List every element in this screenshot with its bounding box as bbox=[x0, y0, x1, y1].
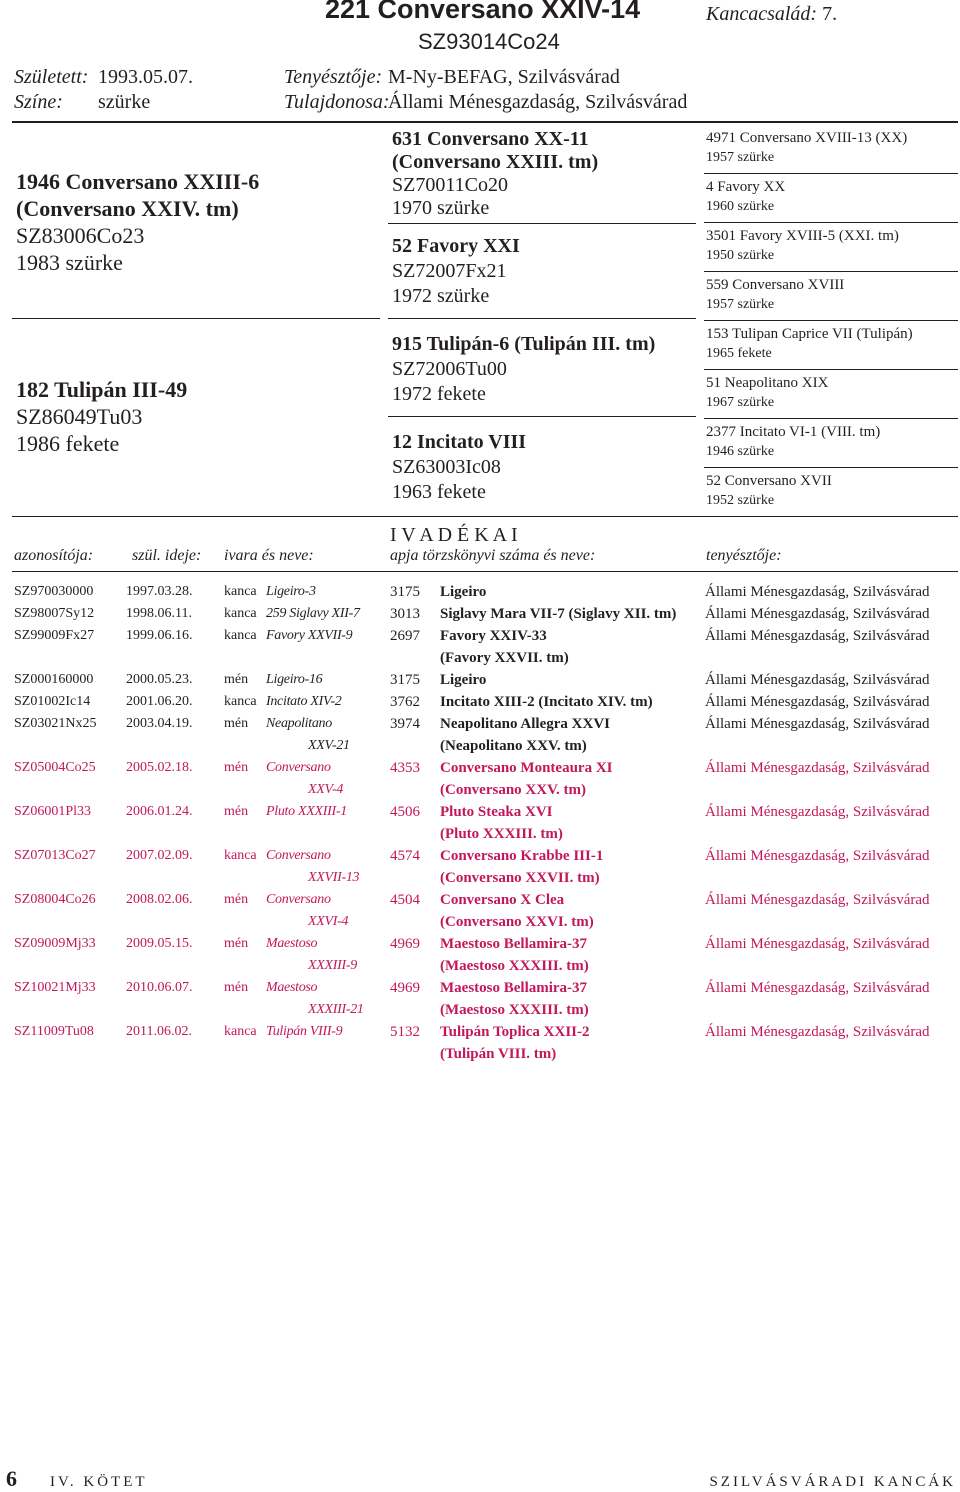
sire-number: 4574 bbox=[390, 848, 420, 864]
sire-name-line2: (Maestoso XXXIII. tm) bbox=[440, 958, 589, 974]
offspring-name-line1: Conversano bbox=[266, 848, 331, 863]
gg-2-year: 1960 szürke bbox=[706, 199, 775, 214]
offspring-breeder: Állami Ménesgazdaság, Szilvásvárad bbox=[705, 980, 930, 996]
gg-8-year: 1952 szürke bbox=[706, 493, 775, 508]
offspring-breeder: Állami Ménesgazdaság, Szilvásvárad bbox=[705, 716, 930, 732]
born-label: Született: bbox=[14, 66, 89, 88]
offspring-id: SZ06001Pl33 bbox=[14, 804, 92, 819]
offspring-name bbox=[266, 581, 390, 603]
offspring-name bbox=[266, 933, 390, 977]
sire-number: 3175 bbox=[390, 584, 420, 600]
sire-name-line1: Pluto Steaka XVI bbox=[440, 804, 553, 820]
sire-name-line1: Neapolitano Allegra XXVI bbox=[440, 716, 610, 732]
offspring-sex: kanca bbox=[224, 584, 257, 599]
offspring-id: SZ03021Nx25 bbox=[14, 716, 97, 731]
offspring-id: SZ000160000 bbox=[14, 672, 94, 687]
sire-number: 5132 bbox=[390, 1024, 420, 1040]
sire-name-line1: Ligeiro bbox=[440, 672, 487, 688]
offspring-breeder: Állami Ménesgazdaság, Szilvásvárad bbox=[705, 848, 930, 864]
ds-code: SZ72006Tu00 bbox=[392, 358, 507, 380]
offspring-id: SZ970030000 bbox=[14, 584, 94, 599]
offspring-id: SZ98007Sy12 bbox=[14, 606, 95, 621]
sire-number: 4353 bbox=[390, 760, 420, 776]
dam-code: SZ86049Tu03 bbox=[16, 404, 143, 429]
sire-name bbox=[440, 691, 705, 713]
sire-name bbox=[440, 933, 705, 977]
table-row bbox=[14, 977, 955, 1021]
col-id-header: azonosítója: bbox=[14, 547, 94, 564]
ds-year: 1972 fekete bbox=[392, 383, 486, 405]
gg-5-year: 1965 fekete bbox=[706, 346, 772, 361]
gg-3 bbox=[706, 227, 899, 265]
offspring-id: SZ10021Mj33 bbox=[14, 980, 96, 995]
offspring-name bbox=[266, 625, 390, 669]
col-born-header: szül. ideje: bbox=[132, 547, 202, 564]
book-title: SZILVÁSVÁRADI KANCÁK bbox=[709, 1474, 956, 1490]
table-row bbox=[14, 1021, 955, 1065]
offspring-name bbox=[266, 845, 390, 889]
col-sex-header: ivara és neve: bbox=[224, 547, 314, 564]
sire-name-line1: Maestoso Bellamira-37 bbox=[440, 936, 588, 952]
gg-1-year: 1957 szürke bbox=[706, 150, 775, 165]
offspring-sex: mén bbox=[224, 716, 249, 731]
header-divider bbox=[12, 121, 958, 123]
pedigree-bottom-divider bbox=[12, 516, 958, 517]
offspring-born: 2001.06.20. bbox=[126, 694, 193, 709]
table-row bbox=[14, 625, 955, 669]
offspring-name-line2: XXXIII-9 bbox=[308, 958, 357, 973]
offspring-id: SZ05004Co25 bbox=[14, 760, 96, 775]
sire-number: 3974 bbox=[390, 716, 420, 732]
sire-name bbox=[440, 603, 705, 625]
offspring-name-line2: XXV-4 bbox=[308, 782, 344, 797]
sire-name-line2: (Tulipán VIII. tm) bbox=[440, 1046, 557, 1062]
gg-2 bbox=[706, 178, 785, 216]
offspring-name-line2: XXVII-13 bbox=[308, 870, 360, 885]
offspring-name bbox=[266, 691, 390, 713]
sire-name-line1: Conversano Monteaura XI bbox=[440, 760, 613, 776]
offspring-born: 2000.05.23. bbox=[126, 672, 193, 687]
born-value: 1993.05.07. bbox=[98, 66, 193, 88]
page-title: 221 Conversano XXIV-14 bbox=[325, 0, 641, 24]
sire-number: 3013 bbox=[390, 606, 420, 622]
sire-name-line1: Ligeiro bbox=[440, 584, 487, 600]
gg-5-name: 153 Tulipan Caprice VII (Tulipán) bbox=[706, 326, 913, 342]
sire-name bbox=[440, 625, 705, 669]
offspring-sex: kanca bbox=[224, 848, 257, 863]
sire-name-line2: (Conversano XXVII. tm) bbox=[440, 870, 600, 886]
gg-7-year: 1946 szürke bbox=[706, 444, 775, 459]
offspring-born: 2003.04.19. bbox=[126, 716, 193, 731]
gen3-divider-7 bbox=[704, 467, 958, 468]
sire-name-line1: Maestoso Bellamira-37 bbox=[440, 980, 588, 996]
offspring-sex: mén bbox=[224, 980, 249, 995]
gg-3-year: 1950 szürke bbox=[706, 248, 775, 263]
offspring-breeder: Állami Ménesgazdaság, Szilvásvárad bbox=[705, 1024, 930, 1040]
offspring-name-line1: Conversano bbox=[266, 760, 331, 775]
offspring-sex: mén bbox=[224, 804, 249, 819]
offspring-heading: I V A D É K A I bbox=[390, 524, 518, 546]
offspring-sex: kanca bbox=[224, 1024, 257, 1039]
table-row bbox=[14, 669, 955, 691]
offspring-breeder: Állami Ménesgazdaság, Szilvásvárad bbox=[705, 628, 930, 644]
gg-6-name: 51 Neapolitano XIX bbox=[706, 375, 829, 391]
sire-number: 4969 bbox=[390, 980, 420, 996]
sd-name: 52 Favory XXI bbox=[392, 235, 520, 257]
gen2-divider-2 bbox=[388, 318, 696, 319]
color-value: szürke bbox=[98, 91, 151, 113]
offspring-born: 2008.02.06. bbox=[126, 892, 193, 907]
gg-6 bbox=[706, 374, 828, 412]
dd-code: SZ63003Ic08 bbox=[392, 456, 501, 478]
sire-number: 3762 bbox=[390, 694, 420, 710]
offspring-born: 2006.01.24. bbox=[126, 804, 193, 819]
sire-name-line2: (Conversano XXV. tm) bbox=[440, 782, 586, 798]
volume-label: IV. KÖTET bbox=[50, 1474, 148, 1490]
offspring-name bbox=[266, 889, 390, 933]
offspring-id: SZ11009Tu08 bbox=[14, 1024, 94, 1039]
sire-name bbox=[440, 713, 705, 757]
family-label: Kancacsalád: bbox=[706, 3, 818, 25]
offspring-breeder: Állami Ménesgazdaság, Szilvásvárad bbox=[705, 606, 930, 622]
gg-7-name: 2377 Incitato VI-1 (VIII. tm) bbox=[706, 424, 881, 440]
gen3-divider-6 bbox=[704, 418, 958, 419]
sire-name-line1: Tulipán Toplica XXII-2 bbox=[440, 1024, 590, 1040]
offspring-name bbox=[266, 669, 390, 691]
offspring-name-line1: Tulipán VIII-9 bbox=[266, 1024, 343, 1039]
sire-name-line2: (Favory XXVII. tm) bbox=[440, 650, 569, 666]
offspring-born: 2009.05.15. bbox=[126, 936, 193, 951]
table-row bbox=[14, 801, 955, 845]
table-row bbox=[14, 757, 955, 801]
gen3-divider-4 bbox=[704, 320, 958, 321]
offspring-breeder: Állami Ménesgazdaság, Szilvásvárad bbox=[705, 760, 930, 776]
dd-name: 12 Incitato VIII bbox=[392, 431, 527, 453]
offspring-born: 2010.06.07. bbox=[126, 980, 193, 995]
offspring-name-line1: Ligeiro-16 bbox=[266, 672, 323, 687]
sire-name-line2: (Neapolitano XXV. tm) bbox=[440, 738, 587, 754]
offspring-name-line1: Neapolitano bbox=[266, 716, 332, 731]
sire-name bbox=[440, 669, 705, 691]
sire-name-line1: Siglavy Mara VII-7 (Siglavy XII. tm) bbox=[440, 606, 677, 622]
sire-alt-name: (Conversano XXIV. tm) bbox=[16, 196, 239, 221]
sire-number: 4506 bbox=[390, 804, 420, 820]
color-label: Színe: bbox=[14, 91, 63, 113]
table-row bbox=[14, 889, 955, 933]
sire-name-line1: Incitato XIII-2 (Incitato XIV. tm) bbox=[440, 694, 653, 710]
sire-code: SZ83006Co23 bbox=[16, 223, 145, 248]
dam-name: 182 Tulipán III-49 bbox=[16, 377, 188, 402]
offspring-name-line2: XXVI-4 bbox=[308, 914, 349, 929]
gg-7 bbox=[706, 423, 880, 461]
ss-code: SZ70011Co20 bbox=[392, 174, 508, 196]
offspring-breeder: Állami Ménesgazdaság, Szilvásvárad bbox=[705, 804, 930, 820]
sire-name bbox=[440, 1021, 705, 1065]
table-row bbox=[14, 691, 955, 713]
offspring-name-line1: Incitato XIV-2 bbox=[266, 694, 342, 709]
offspring-born: 1997.03.28. bbox=[126, 584, 193, 599]
sire-name-line2: (Conversano XXVI. tm) bbox=[440, 914, 594, 930]
gen3-divider-2 bbox=[704, 222, 958, 223]
breeder-value: M-Ny-BEFAG, Szilvásvárad bbox=[388, 66, 620, 88]
offspring-id: SZ99009Fx27 bbox=[14, 628, 95, 643]
title-code: SZ93014Co24 bbox=[418, 29, 560, 54]
sire-name-line2: (Maestoso XXXIII. tm) bbox=[440, 1002, 589, 1018]
offspring-name bbox=[266, 603, 390, 625]
family-value: 7. bbox=[822, 3, 838, 25]
offspring-born: 1998.06.11. bbox=[126, 606, 192, 621]
gg-4-year: 1957 szürke bbox=[706, 297, 775, 312]
offspring-name-line1: Favory XXVII-9 bbox=[266, 628, 353, 643]
offspring-id: SZ08004Co26 bbox=[14, 892, 96, 907]
offspring-id: SZ09009Mj33 bbox=[14, 936, 96, 951]
table-row bbox=[14, 603, 955, 625]
family-line bbox=[706, 3, 837, 26]
table-row bbox=[14, 845, 955, 889]
offspring-born: 2005.02.18. bbox=[126, 760, 193, 775]
offspring-sex: kanca bbox=[224, 606, 257, 621]
sire-name bbox=[440, 581, 705, 603]
offspring-sex: mén bbox=[224, 892, 249, 907]
offspring-breeder: Állami Ménesgazdaság, Szilvásvárad bbox=[705, 694, 930, 710]
gg-1-name: 4971 Conversano XVIII-13 (XX) bbox=[706, 130, 908, 146]
owner-label: Tulajdonosa: bbox=[284, 91, 390, 113]
pedigree-sire-sire bbox=[392, 128, 598, 220]
sire-name bbox=[440, 889, 705, 933]
gg-4-name: 559 Conversano XVIII bbox=[706, 277, 845, 293]
sire-name bbox=[440, 801, 705, 845]
offspring-id: SZ07013Co27 bbox=[14, 848, 96, 863]
offspring-sex: mén bbox=[224, 936, 249, 951]
gg-3-name: 3501 Favory XVIII-5 (XXI. tm) bbox=[706, 228, 899, 244]
sire-number: 2697 bbox=[390, 628, 420, 644]
offspring-name bbox=[266, 757, 390, 801]
ss-year: 1970 szürke bbox=[392, 197, 490, 219]
sire-number: 4969 bbox=[390, 936, 420, 952]
sire-name-line1: Conversano X Clea bbox=[440, 892, 565, 908]
offspring-name-line1: Ligeiro-3 bbox=[266, 584, 316, 599]
offspring-born: 2011.06.02. bbox=[126, 1024, 192, 1039]
offspring-name bbox=[266, 801, 390, 845]
gen3-divider-1 bbox=[704, 173, 958, 174]
offspring-table bbox=[14, 581, 955, 1065]
sire-number: 3175 bbox=[390, 672, 420, 688]
sire-year: 1983 szürke bbox=[16, 250, 123, 275]
gg-5 bbox=[706, 325, 913, 363]
pedigree-dam-sire bbox=[392, 332, 655, 407]
gg-6-year: 1967 szürke bbox=[706, 395, 775, 410]
ss-name: 631 Conversano XX-11 bbox=[392, 128, 589, 150]
gen3-divider-5 bbox=[704, 369, 958, 370]
gen2-divider-1 bbox=[388, 223, 696, 224]
breeder-label: Tenyésztője: bbox=[284, 66, 383, 88]
sire-name-line1: Favory XXIV-33 bbox=[440, 628, 547, 644]
page-number: 6 bbox=[6, 1466, 17, 1491]
table-row bbox=[14, 713, 955, 757]
ds-name: 915 Tulipán-6 (Tulipán III. tm) bbox=[392, 333, 656, 355]
sire-name bbox=[440, 845, 705, 889]
gg-2-name: 4 Favory XX bbox=[706, 179, 786, 195]
ss-alt-name: (Conversano XXIII. tm) bbox=[392, 151, 599, 173]
gen3-divider-3 bbox=[704, 271, 958, 272]
sd-code: SZ72007Fx21 bbox=[392, 260, 507, 282]
gg-1 bbox=[706, 129, 907, 167]
offspring-name-line2: XXV-21 bbox=[308, 738, 350, 753]
sire-name-line1: Conversano Krabbe III-1 bbox=[440, 848, 604, 864]
owner-value: Állami Ménesgazdaság, Szilvásvárad bbox=[388, 91, 688, 113]
gg-4 bbox=[706, 276, 844, 314]
dam-year: 1986 fekete bbox=[16, 431, 120, 456]
offspring-name-line1: 259 Siglavy XII-7 bbox=[266, 606, 360, 621]
offspring-name-line1: Conversano bbox=[266, 892, 331, 907]
gen2-divider-3 bbox=[388, 416, 696, 417]
table-row bbox=[14, 933, 955, 977]
offspring-name-line1: Maestoso bbox=[266, 980, 318, 995]
offspring-name-line1: Pluto XXXIII-1 bbox=[266, 804, 347, 819]
gg-8 bbox=[706, 472, 832, 510]
sire-number: 4504 bbox=[390, 892, 420, 908]
pedigree-dam bbox=[16, 376, 187, 457]
sire-name bbox=[440, 977, 705, 1021]
offspring-header-divider bbox=[12, 571, 958, 572]
gen1-divider bbox=[12, 318, 380, 319]
offspring-breeder: Állami Ménesgazdaság, Szilvásvárad bbox=[705, 672, 930, 688]
pedigree-sire-dam bbox=[392, 234, 520, 309]
offspring-sex: kanca bbox=[224, 694, 257, 709]
pedigree-sire bbox=[16, 168, 259, 276]
col-breeder-header: tenyésztője: bbox=[706, 547, 782, 564]
sire-name: 1946 Conversano XXIII-6 bbox=[16, 169, 260, 194]
gg-8-name: 52 Conversano XVII bbox=[706, 473, 832, 489]
pedigree-dam-dam bbox=[392, 430, 526, 505]
offspring-born: 1999.06.16. bbox=[126, 628, 193, 643]
offspring-breeder: Állami Ménesgazdaság, Szilvásvárad bbox=[705, 936, 930, 952]
dd-year: 1963 fekete bbox=[392, 481, 486, 503]
offspring-name bbox=[266, 713, 390, 757]
offspring-name bbox=[266, 977, 390, 1021]
offspring-born: 2007.02.09. bbox=[126, 848, 193, 863]
table-row bbox=[14, 581, 955, 603]
offspring-breeder: Állami Ménesgazdaság, Szilvásvárad bbox=[705, 584, 930, 600]
offspring-id: SZ01002Ic14 bbox=[14, 694, 91, 709]
offspring-name-line1: Maestoso bbox=[266, 936, 318, 951]
offspring-sex: mén bbox=[224, 672, 249, 687]
offspring-sex: mén bbox=[224, 760, 249, 775]
col-sire-header: apja törzskönyvi száma és neve: bbox=[390, 547, 596, 564]
sire-name-line2: (Pluto XXXIII. tm) bbox=[440, 826, 563, 842]
sire-name bbox=[440, 757, 705, 801]
offspring-breeder: Állami Ménesgazdaság, Szilvásvárad bbox=[705, 892, 930, 908]
offspring-name bbox=[266, 1021, 390, 1065]
offspring-name-line2: XXXIII-21 bbox=[308, 1002, 364, 1017]
offspring-sex: kanca bbox=[224, 628, 257, 643]
sd-year: 1972 szürke bbox=[392, 285, 490, 307]
